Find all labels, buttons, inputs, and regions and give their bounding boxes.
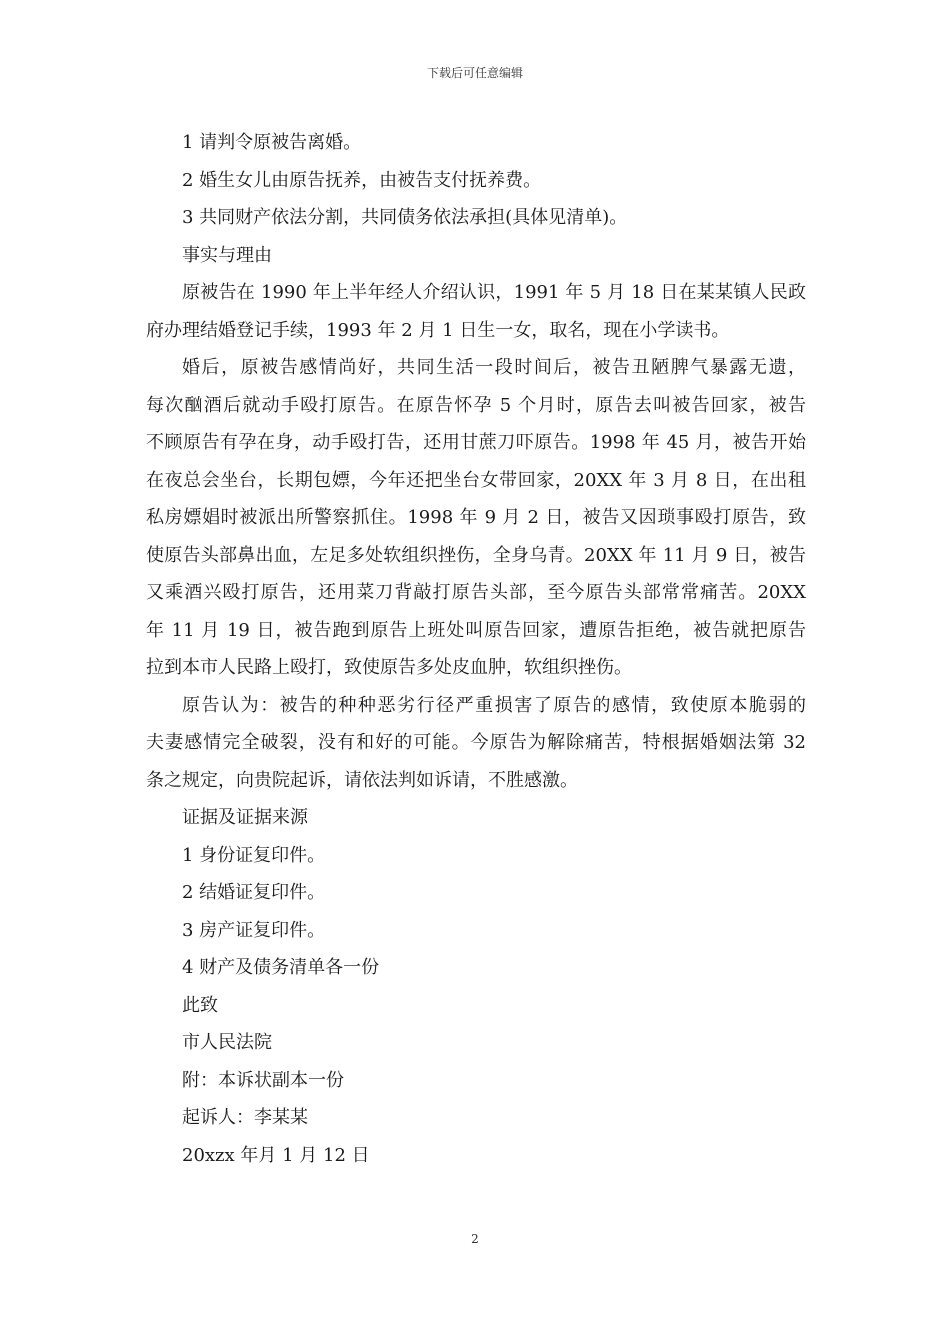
paragraph-line: 拉到本市人民路上殴打，致使原告多处皮血肿，软组织挫伤。 — [146, 657, 632, 678]
request-item-2: 2 婚生女儿由原告抚养，由被告支付抚养费。 — [182, 169, 542, 191]
document-body — [146, 124, 806, 1174]
facts-heading: 事实与理由 — [182, 244, 272, 266]
evidence-item-1: 1 身份证复印件。 — [182, 844, 326, 866]
attachment-note: 附：本诉状副本一份 — [182, 1069, 344, 1091]
paragraph-line: 婚后，原被告感情尚好，共同生活一段时间后，被告丑陋脾气暴露无遗， — [182, 357, 806, 378]
page-number: 2 — [471, 1232, 479, 1246]
paragraph-line: 府办理结婚登记手续，1993 年 2 月 1 日生一女，取名，现在小学读书。 — [146, 319, 730, 341]
evidence-heading: 证据及证据来源 — [182, 807, 308, 828]
paragraph-conclusion — [146, 687, 806, 800]
paragraph-line: 不顾原告有孕在身，动手殴打告，还用甘蔗刀吓原告。1998 年 45 月，被告开始 — [146, 432, 806, 453]
paragraph-line: 原告认为：被告的种种恶劣行径严重损害了原告的感情，致使原本脆弱的 — [182, 694, 806, 716]
evidence-item-3: 3 房产证复印件。 — [182, 919, 326, 941]
paragraph-line: 年 11 月 19 日，被告跑到原告上班处叫原告回家，遭原告拒绝，被告就把原告 — [146, 619, 806, 641]
request-item-1: 1 请判令原被告离婚。 — [182, 132, 362, 153]
closing-salutation: 此致 — [182, 994, 218, 1016]
paragraph-line: 每次酗酒后就动手殴打原告。在原告怀孕 5 个月时，原告去叫被告回家，被告 — [146, 394, 806, 416]
paragraph-line: 原被告在 1990 年上半年经人介绍认识，1991 年 5 月 18 日在某某镇人民政 — [182, 282, 806, 303]
document-date: 20xzx 年月 1 月 12 日 — [182, 1144, 370, 1166]
paragraph-line: 夫妻感情完全破裂，没有和好的可能。今原告为解除痛苦，特根据婚姻法第 32 — [146, 732, 806, 753]
paragraph-acquaintance — [146, 274, 806, 349]
paragraph-line: 私房嫖娼时被派出所警察抓住。1998 年 9 月 2 日，被告又因琐事殴打原告，致 — [146, 507, 806, 528]
paragraph-marriage — [146, 349, 806, 687]
request-item-3: 3 共同财产依法分割，共同债务依法承担(具体见清单)。 — [182, 207, 628, 228]
evidence-item-2: 2 结婚证复印件。 — [182, 882, 326, 903]
paragraph-line: 条之规定，向贵院起诉，请依法判如诉请，不胜感激。 — [146, 769, 578, 791]
page-header: 下载后可任意编辑 — [426, 66, 523, 80]
court-name: 市人民法院 — [182, 1032, 272, 1053]
evidence-item-4: 4 财产及债务清单各一份 — [182, 957, 380, 978]
paragraph-line: 在夜总会坐台，长期包嫖，今年还把坐台女带回家，20XX 年 3 月 8 日，在出租 — [146, 469, 806, 491]
paragraph-line: 使原告头部鼻出血，左足多处软组织挫伤，全身乌青。20XX 年 11 月 9 日，被告 — [146, 544, 806, 566]
plaintiff-signature: 起诉人：李某某 — [182, 1107, 308, 1128]
paragraph-line: 又乘酒兴殴打原告，还用菜刀背敲打原告头部，至今原告头部常常痛苦。20XX — [146, 582, 806, 603]
